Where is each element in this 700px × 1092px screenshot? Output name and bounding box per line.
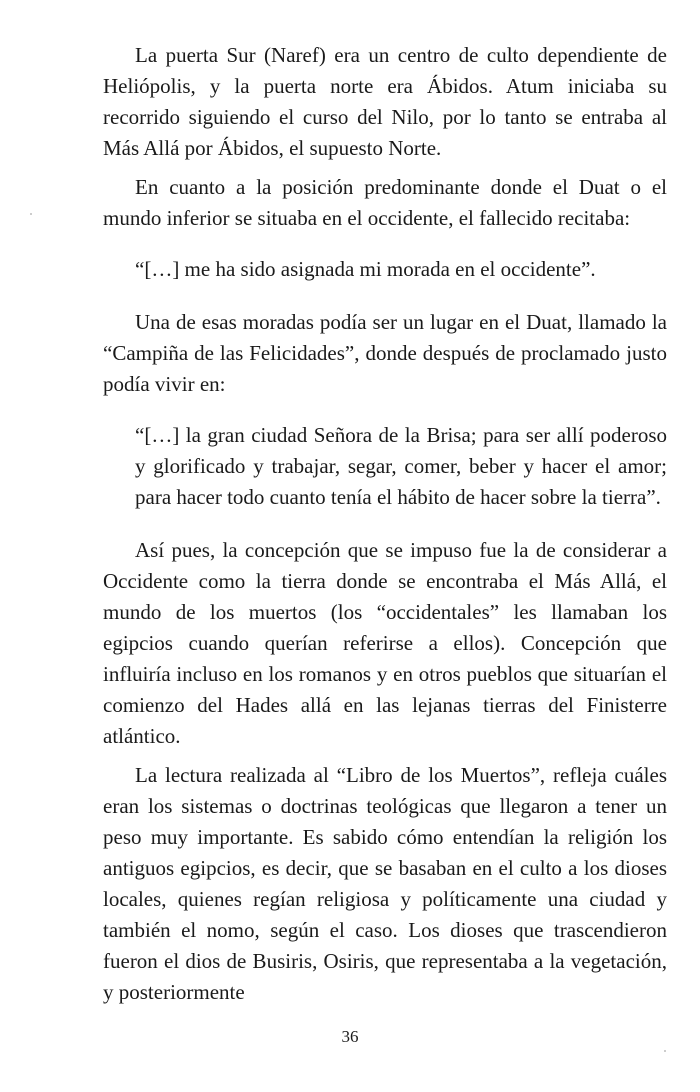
quote-1: “[…] me ha sido asignada mi morada en el occidente”.	[135, 257, 596, 281]
paragraph-4: Así pues, la concepción que se impuso fue la de considerar a Occidente como la tierra donde se encontraba el Más Allá, el mundo de los muertos (los “occidentales” les llamaban los egipcios cuando querían referirse a ellos). Concepción que influiría incluso en los romanos y en otros pueblos que situarían el comienzo del Hades allá en las lejanas tierras del Finisterre atlántico.	[103, 538, 667, 748]
paragraph-3: Una de esas moradas podía ser un lugar en el Duat, llamado la “Campiña de las Felicidades”, donde después de proclamado justo podía vivir en:	[103, 310, 667, 396]
page-number: 36	[341, 1027, 359, 1046]
paragraph-1: La puerta Sur (Naref) era un centro de culto dependiente de Heliópolis, y la puerta norte era Ábidos. Atum iniciaba su recorrido siguiendo el curso del Nilo, por lo tanto se entraba al Más Allá por Ábidos, el supuesto Norte.	[103, 43, 667, 160]
paragraph-2: En cuanto a la posición predominante donde el Duat o el mundo inferior se situaba en el occidente, el fallecido recitaba:	[103, 175, 667, 230]
scan-speck	[30, 213, 32, 215]
paragraph-5: La lectura realizada al “Libro de los Muertos”, refleja cuáles eran los sistemas o doctrinas teológicas que llegaron a tener un peso muy importante. Es sabido cómo entendían la religión los antiguos egipcios, es decir, que se basaban en el culto a los dioses locales, quienes regían religiosa y políticamente una ciudad y también el nomo, según el caso. Los dioses que trascendieron fueron el dios de Busiris, Osiris, que representaba a la vegetación, y posteriormente	[103, 763, 667, 1004]
page-body	[103, 40, 667, 1017]
scan-speck	[664, 1050, 666, 1052]
quote-2: “[…] la gran ciudad Señora de la Brisa; para ser allí poderoso y glorificado y trabajar, segar, comer, beber y hacer el amor; para hacer todo cuanto tenía el hábito de hacer sobre la tierra”.	[135, 423, 667, 509]
